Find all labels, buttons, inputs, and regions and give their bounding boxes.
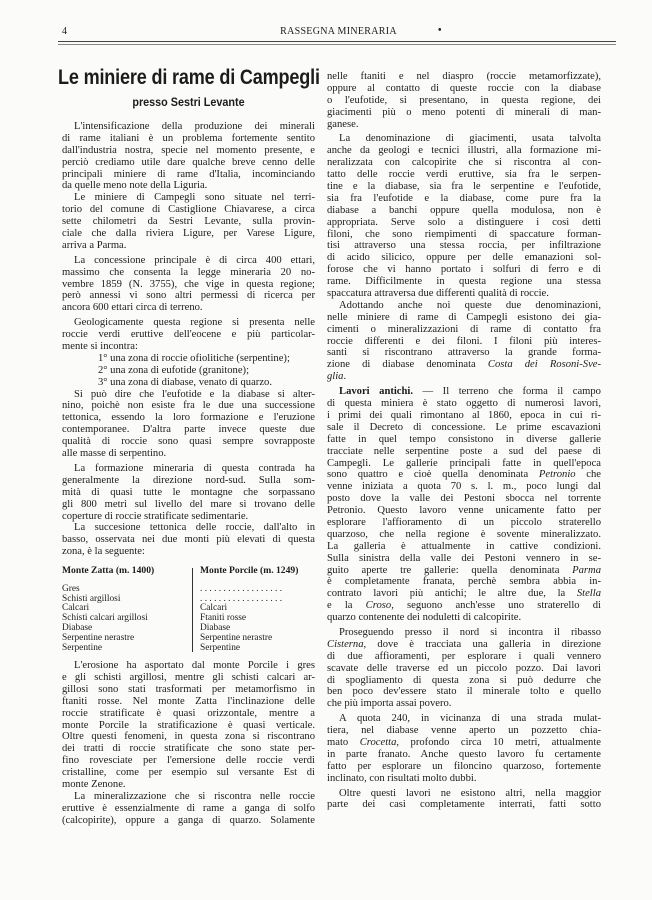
text-line: massimo che consenta la legge mineraria 20 no- <box>62 266 315 278</box>
paragraph <box>62 121 315 192</box>
strata-row: Schisti argillosi <box>62 593 121 604</box>
text-line <box>327 469 601 481</box>
paragraph <box>62 463 315 522</box>
text-line: posto dove la valle dei Pestoni sbocca nel torrente <box>327 493 601 505</box>
paragraph <box>62 192 315 251</box>
text-line: Geologicamente questa regione si presenta nelle <box>74 317 315 329</box>
text-line: (calcopirite), oppure a ganga di quarzo. Solamente <box>62 814 315 826</box>
text-line: sette chilometri da Sestri Levante, sulla provin- <box>62 216 315 228</box>
text-line: dei tratti di roccie stratificate che sono state per- <box>62 743 315 755</box>
strata-row: Diabase <box>200 623 231 634</box>
text-line: vembre 1859 (N. 3755), che vige in questa regione; <box>62 278 315 290</box>
text-line: La concessione principale è di circa 400 ettari, <box>74 254 315 266</box>
text-line: mente si incontra: <box>62 341 138 353</box>
strata-column-monte-porcile <box>200 566 315 653</box>
text-line: La mineralizzazione che si riscontra nelle roccie <box>74 790 315 802</box>
strata-table <box>62 566 315 654</box>
strata-row: Calcari <box>200 603 228 614</box>
text-line: tettonica, essendo la loro formazione e l'eruzione <box>62 412 315 424</box>
italic-text: Petronio <box>538 469 576 481</box>
text-line: zona, è la seguente: <box>62 546 145 558</box>
left-column-text-bottom <box>62 660 315 826</box>
header-rule-thin <box>58 44 616 45</box>
text-line: di due affioramenti, per esplorare i quali vennero <box>327 650 601 662</box>
strata-row: Serpentine <box>62 642 103 653</box>
strata-row: . . . . . . . . . . . . . . . . . . <box>200 593 283 604</box>
text-line: roccie verdi eruttive dell'eocene e più particolar- <box>62 329 315 341</box>
text-line: di spogliamento di questa zona si può dedurre che <box>327 674 601 686</box>
text-line: sia fra l'eufotide e la diabase, come pure fra la <box>327 192 601 204</box>
text-line: fino rovesciate per l'emersione delle roccie verdi <box>62 755 315 767</box>
strata-column-monte-zatta <box>62 566 187 653</box>
text-line: L'erosione ha asportato dal monte Porcile i gres <box>74 660 315 672</box>
text-line: monte Zenone. <box>62 778 126 790</box>
text-line: La formazione mineraria di questa contrada ha <box>74 462 315 474</box>
right-column-text <box>327 71 601 811</box>
text-line: Oltre questi lavori ne esistono altri, nella maggior <box>339 787 601 799</box>
section-heading: Lavori antichi. <box>339 386 413 398</box>
italic-text: glia <box>327 371 344 383</box>
paragraph <box>327 133 601 299</box>
text-line: alle masse di serpentino. <box>62 448 167 460</box>
text-span: sono quattro e cioè quella denominata <box>327 469 539 481</box>
strata-row: Schisti calcari argillosi <box>62 613 148 624</box>
text-span: e la <box>327 600 366 612</box>
text-line: i primi dei quali rimontano al 1860, epoca in cui ri- <box>327 409 601 421</box>
paragraph <box>62 522 315 558</box>
text-line: Sulla sinistra della valle dei Pestoni vennero in se- <box>327 552 601 564</box>
text-line: in parte franato. Anche questo lavoro fu certamente <box>327 748 601 760</box>
text-span: . <box>343 371 347 383</box>
text-line: anche da geologi e tecnici illustri, alla formazione mi- <box>327 145 601 157</box>
text-line: sale il Decreto di concessione. Le prime escavazioni <box>327 421 601 433</box>
left-column-text-top <box>62 121 315 558</box>
text-line: Campegli. Le gallerie principali fatte in quell'epoca <box>327 457 601 469</box>
text-line: da quelle meno note della Liguria. <box>62 180 208 192</box>
text-line: tiera, nel diabase venne aperto un pozzetto chia- <box>327 725 601 737</box>
paragraph <box>62 389 315 460</box>
strata-row: Diabase <box>62 623 93 634</box>
strata-heading: Monte Zatta (m. 1400) <box>62 565 155 577</box>
text-line: rame. Difficilmente in questa regione una stessa <box>327 276 601 288</box>
text-line <box>327 386 601 398</box>
text-line: appropriata. Serve solo a distinguere i così detti <box>327 216 601 228</box>
text-line: quarzo contenente dei noduletti di calcopirite. <box>327 612 522 624</box>
text-line: forose che vi hanno portato i solfuri di ferro e di <box>327 264 601 276</box>
italic-text: Croso <box>365 600 392 612</box>
paragraph <box>327 300 601 383</box>
paragraph <box>62 317 315 353</box>
text-span: , profondo circa 10 metri, attualmente <box>396 736 601 748</box>
text-line: quarzoso, che nella regione è sovente mineralizzato. <box>327 528 601 540</box>
text-line: inclinato, con risultati molto dubbi. <box>327 772 477 784</box>
text-line: parte dei casi completamente interrati, fatti sotto <box>327 799 601 811</box>
text-line: di rame italiani è un problema fortemente sentito <box>62 132 315 144</box>
paragraph <box>327 627 601 710</box>
text-line <box>327 371 601 383</box>
strata-row: Ftaniti rosse <box>200 613 247 624</box>
text-line: arriva a Parma. <box>62 239 127 251</box>
text-line <box>327 565 601 577</box>
text-line: Le miniere di Campegli sono situate nel terri- <box>74 192 315 204</box>
article-title: Le miniere di rame di Campegli <box>58 66 320 89</box>
text-line: roccie differenti e dei filoni. I filoni più interes- <box>327 335 601 347</box>
text-line: perciò crediamo utile dare qualche breve cenno delle <box>62 156 315 168</box>
text-line: A quota 240, in vicinanza di una strada mulat- <box>339 713 601 725</box>
text-line: Proseguendo presso il nord si incontra il ribasso <box>339 626 601 638</box>
text-span: , seguono anch'esse uno straterello di <box>391 600 601 612</box>
text-line: Oltre questi fenomeni, in questa zona si riscontrano <box>62 731 315 743</box>
text-line: basso, osservata nei due monti più elevati di questa <box>62 534 315 546</box>
text-line: eruttive è essenzialmente di rame a ganga di solfo <box>62 802 315 814</box>
text-line: tisi attraverso una stessa roccia, per infiltrazione <box>327 240 601 252</box>
text-line: Adottando anche noi queste due denominazioni, <box>339 299 601 311</box>
text-line: fatto per esplorare un filoncino quarzoso, fortemente <box>327 760 601 772</box>
journal-title: RASSEGNA MINERARIA <box>280 26 397 37</box>
text-line: neralizzata con calcopirite che si riscontra al con- <box>327 157 601 169</box>
text-line: Petronio. Questo lavoro venne unicamente fatto per <box>327 505 601 517</box>
text-line: tracciate nelle serpentine poste a sud del paese di <box>327 445 601 457</box>
strata-row: Serpentine nerastre <box>200 632 273 643</box>
text-line: cimenti o mineralizzazioni di rame di contatto fra <box>327 323 601 335</box>
text-line: nelle ftaniti e nel diaspro (roccie metamorfizzate), <box>327 71 601 82</box>
text-span: guito aperte tre gallerie: quella denominata <box>327 564 573 576</box>
text-line: cristalline, come per esempio sul versante Est di <box>62 767 315 779</box>
paragraph <box>327 713 601 784</box>
strata-row: Serpentine nerastre <box>62 632 135 643</box>
table-divider <box>192 568 193 652</box>
text-line: La denominazione di giacimenti, usata talvolta <box>339 133 601 145</box>
text-line <box>327 737 601 749</box>
text-line: di questa miniera è stato oggetto di numerosi lavori, <box>327 398 601 410</box>
text-line: dall'industria nostra, specie nel momento presente, e <box>62 144 315 156</box>
text-line: scavate delle traverse ed un piccolo pozzo. Dai lavori <box>327 662 601 674</box>
left-column <box>62 121 315 827</box>
text-span: che <box>575 469 601 481</box>
running-header <box>60 26 617 40</box>
header-mark: • <box>438 25 442 36</box>
text-line: mità di quasi tutte le montagne che sorpassano <box>62 486 315 498</box>
text-line: contemporanee. D'altra parte invece queste due <box>62 424 315 436</box>
text-line: è completamente franata, perchè sembra abbia in- <box>327 576 601 588</box>
text-line <box>327 359 601 371</box>
page-number: 4 <box>62 26 67 37</box>
text-line: Si può dire che l'eufotide e la diabase si alter- <box>74 388 315 400</box>
text-line: ciale che dalla riviera Ligure, per Varese Ligure, <box>62 228 315 240</box>
text-span: , dove è tracciata una galleria in direzione <box>363 638 601 650</box>
text-line <box>327 639 601 651</box>
text-line: ftaniti rosse. Nel monte Zatta l'inclinazione delle <box>62 695 315 707</box>
text-line: ancora 600 ettari circa di terreno. <box>62 302 203 314</box>
text-line: nelle miniere di rame di Campegli esistono dei gia- <box>327 311 601 323</box>
text-line: generalmente la direzione nord-sud. Sulla som- <box>62 474 315 486</box>
text-line: roccie stratificate è quasi orizzontale, mentre a <box>62 707 315 719</box>
strata-row: Serpentine <box>200 642 241 653</box>
strata-row: . . . . . . . . . . . . . . . . . . <box>200 583 283 594</box>
text-line: di acido silicico, oppure per delle emanazioni sol- <box>327 252 601 264</box>
text-line: coperture di roccie stratificate sedimentarie. <box>62 510 249 522</box>
italic-text: Stella <box>576 588 601 600</box>
strata-row: Gres <box>62 583 80 594</box>
strata-heading: Monte Porcile (m. 1249) <box>200 565 299 577</box>
text-line: e gli schisti argillosi, mentre gli schisti calcari ar- <box>62 671 315 683</box>
paragraph <box>327 71 601 130</box>
text-line: tatto delle roccie verdi eruttive, sia fra le serpen- <box>327 169 601 181</box>
text-line: esplorare l'affioramento di un piccolo straterello <box>327 516 601 528</box>
text-span: contrato lavori più antichi; le altre due, la <box>327 588 577 600</box>
text-line: ben poco dev'essere stato il minerale tolto e quello <box>327 686 601 698</box>
text-span: zione di diabase denominata <box>327 359 488 371</box>
italic-text: Costa dei Rosoni-Sve- <box>487 359 601 371</box>
italic-text: Crocetta <box>359 736 397 748</box>
text-span: mato <box>327 736 360 748</box>
strata-row: Calcari <box>62 603 90 614</box>
text-line: però annessi vi sono altri permessi di ricerca per <box>62 290 315 302</box>
text-line: qualità di roccie sono quasi sempre sovrapposte <box>62 436 315 448</box>
text-line: L'intensificazione della produzione dei minerali <box>74 121 315 132</box>
text-line: nino, poichè non esiste fra le due una successione <box>62 400 315 412</box>
article-subtitle: presso Sestri Levante <box>132 95 245 109</box>
text-line: ganese. <box>327 118 359 130</box>
list-item: 3° una zona di diabase, venato di quarzo. <box>98 376 272 388</box>
list-item: 1° una zona di roccie ofiolitiche (serpentine); <box>98 352 290 364</box>
text-line: fatte in quel tempo consistono in diverse gallerie <box>327 433 601 445</box>
numbered-list <box>62 353 315 389</box>
text-line <box>327 588 601 600</box>
text-line: diabase a banchi oppure quella modulosa, non è <box>327 204 601 216</box>
text-line: santi si riscontrano attraverso la grande forma- <box>327 347 601 359</box>
text-line: La galleria è attualmente in cattive condizioni. <box>327 540 601 552</box>
text-line: tine e la diabase, sia fra le serpentine e l'eufotide, <box>327 181 601 193</box>
text-line: La succesione tettonica delle roccie, dall'alto in <box>74 522 315 534</box>
text-line: oppure al contatto di queste roccie con la diabase <box>327 82 601 94</box>
text-line: venne iniziata a quota 70 s. l. m., poco lungi dal <box>327 481 601 493</box>
text-line: filoni, che sono riempimenti di spaccature forman- <box>327 228 601 240</box>
text-line: o l'eufotide, si presentano, in questa regione, dei <box>327 94 601 106</box>
paragraph <box>62 660 315 791</box>
text-line: monte Porcile la stratificazione è quasi verticale. <box>62 719 315 731</box>
text-line: spaccatura attraversa due differenti qualità di roccie. <box>327 288 549 300</box>
text-line: torio del comune di Castiglione Chiavarese, a circa <box>62 204 315 216</box>
text-line <box>327 600 601 612</box>
text-line: principali miniere di rame d'Italia, incominciando <box>62 168 315 180</box>
paragraph <box>62 255 315 314</box>
list-item: 2° una zona di eufotide (granitone); <box>98 364 250 376</box>
text-line: gillosi sono stati trasformati per metamorfismo in <box>62 683 315 695</box>
italic-text: Cisterna <box>327 638 364 650</box>
paragraph <box>327 788 601 812</box>
paragraph <box>62 791 315 827</box>
paragraph <box>327 386 601 624</box>
text-span: — Il terreno che forma il campo <box>413 386 601 398</box>
header-rule <box>58 41 616 42</box>
text-line: che più importa assai povero. <box>327 698 452 710</box>
italic-text: Parma <box>572 564 601 576</box>
text-line: gli 800 metri sul livello del mare si trovano delle <box>62 498 315 510</box>
text-line: giacimenti più o meno potenti di minerali di man- <box>327 106 601 118</box>
right-column <box>327 71 601 811</box>
